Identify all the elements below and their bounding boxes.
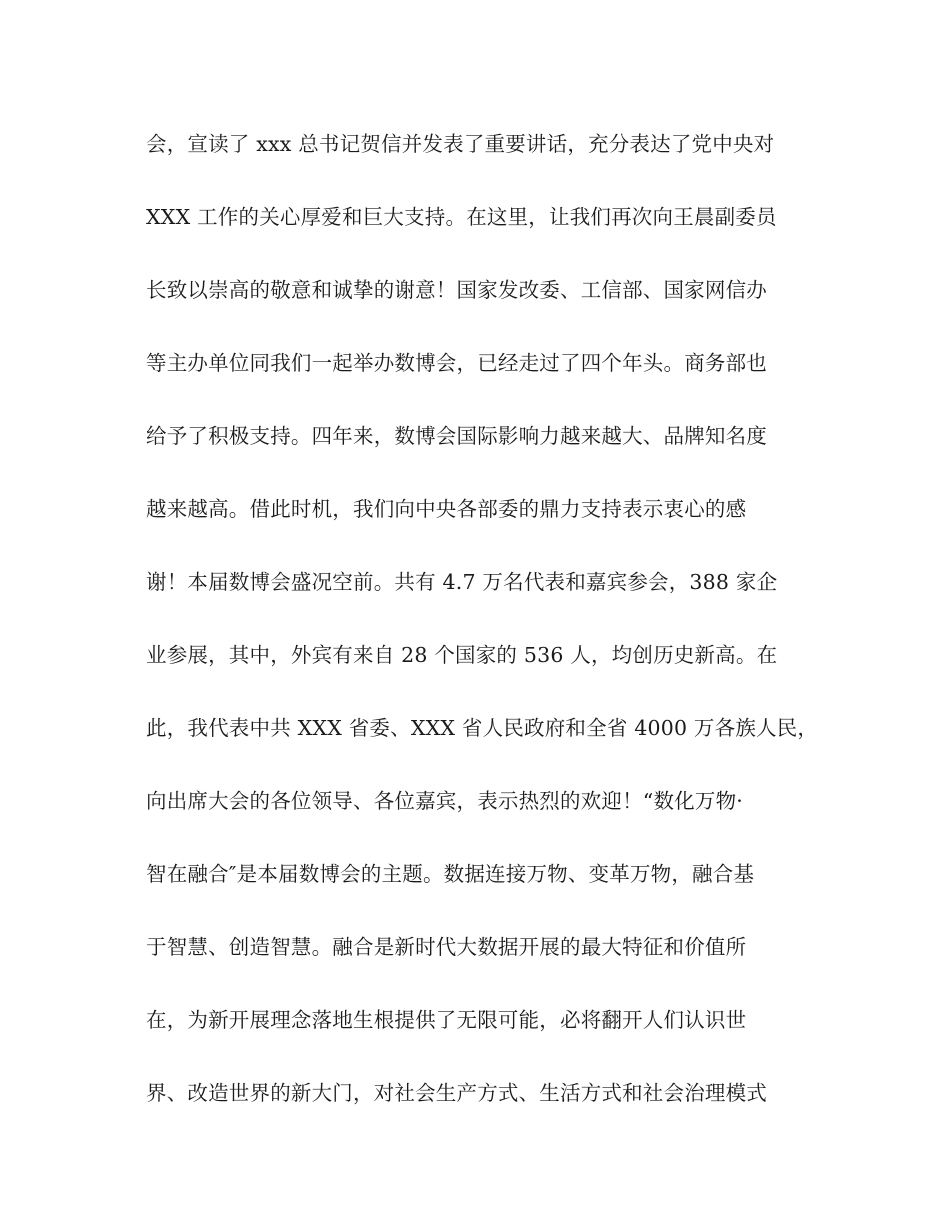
- text-line-5: 给予了积极支持。四年来，数博会国际影响力越来越大、品牌知名度: [146, 424, 767, 448]
- text-line-1: 会，宣读了 xxx 总书记贺信并发表了重要讲话，充分表达了党中央对: [146, 132, 775, 156]
- text-line-9: 此，我代表中共 XXX 省委、XXX 省人民政府和全省 4000 万各族人民，: [146, 716, 819, 740]
- text-line-2: XXX 工作的关心厚爱和巨大支持。在这里，让我们再次向王晨副委员: [146, 205, 777, 229]
- text-line-12: 于智慧、创造智慧。融合是新时代大数据开展的最大特征和价值所: [146, 935, 747, 959]
- text-line-6: 越来越高。借此时机，我们向中央各部委的鼎力支持表示衷心的感: [146, 497, 747, 521]
- text-line-13: 在，为新开展理念落地生根提供了无限可能，必将翻开人们认识世: [146, 1008, 747, 1032]
- text-line-4: 等主办单位同我们一起举办数博会，已经走过了四个年头。商务部也: [146, 351, 767, 375]
- text-line-10: 向出席大会的各位领导、各位嘉宾，表示热烈的欢迎！“数化万物·: [146, 789, 743, 813]
- text-line-14: 界、改造世界的新大门，对社会生产方式、生活方式和社会治理模式: [146, 1081, 767, 1105]
- text-line-11: 智在融合″是本届数博会的主题。数据连接万物、变革万物，融合基: [146, 862, 755, 886]
- text-line-3: 长致以崇高的敬意和诚挚的谢意！国家发改委、工信部、国家网信办: [146, 278, 767, 302]
- text-line-7: 谢！本届数博会盛况空前。共有 4.7 万名代表和嘉宾参会，388 家企: [146, 570, 778, 594]
- text-line-8: 业参展，其中，外宾有来自 28 个国家的 536 人，均创历史新高。在: [146, 643, 778, 667]
- speech-paragraph: [146, 122, 826, 1144]
